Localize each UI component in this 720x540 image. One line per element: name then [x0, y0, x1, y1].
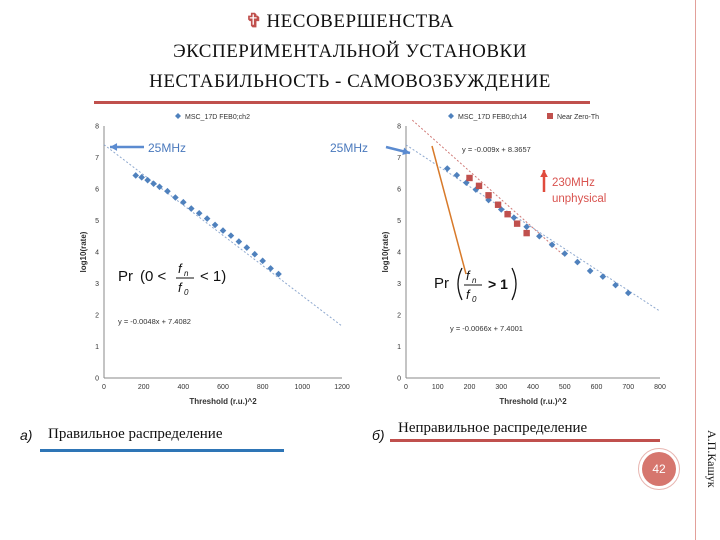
data-point-red	[514, 220, 520, 226]
data-point	[561, 250, 568, 257]
data-point	[251, 251, 258, 258]
x-tick-label: 1000	[294, 384, 311, 391]
data-point	[587, 268, 594, 275]
caption-b-underline	[390, 439, 660, 442]
y-axis-label: log10(rate)	[381, 231, 390, 273]
annotation-unphysical: unphysical	[552, 193, 607, 205]
legend-marker-red	[547, 113, 553, 119]
annotation-230mhz: 230MHz	[552, 177, 595, 189]
data-point	[172, 194, 179, 201]
y-tick-label: 0	[397, 375, 401, 383]
title-underline	[94, 101, 590, 104]
formula-paren-left	[458, 268, 462, 300]
title-line-3: НЕСТАБИЛЬНОСТЬ - САМОВОЗБУЖДЕНИЕ	[149, 71, 551, 92]
y-tick-label: 2	[95, 312, 99, 320]
data-point	[259, 258, 266, 265]
fit-equation: y = -0.0048x + 7.4082	[118, 317, 191, 326]
x-tick-label: 600	[217, 384, 229, 391]
legend-marker	[175, 113, 181, 119]
author-name: А.П.Кашук	[705, 430, 719, 488]
formula-num-sub: n	[184, 269, 189, 278]
y-tick-label: 2	[397, 312, 401, 320]
x-tick-label: 400	[527, 384, 539, 391]
y-tick-label: 6	[95, 186, 99, 194]
arrow-25mhz-a	[110, 143, 144, 151]
data-point	[511, 214, 518, 221]
y-tick-label: 1	[397, 344, 401, 351]
x-tick-label: 1200	[334, 384, 350, 391]
y-tick-label: 5	[95, 218, 99, 225]
x-tick-label: 800	[654, 384, 666, 391]
formula-close: < 1)	[200, 268, 227, 285]
x-tick-label: 0	[404, 384, 408, 391]
caption-b-letter: б)	[372, 427, 385, 443]
y-axis-label: log10(rate)	[79, 231, 88, 273]
data-point-red	[504, 211, 510, 217]
data-point	[132, 172, 139, 179]
x-axis-label: Threshold (r.u.)^2	[499, 397, 567, 406]
caption-a-underline	[40, 449, 284, 452]
formula-prefix: Pr	[118, 268, 133, 285]
fit-equation: y = -0.009x + 8.3657	[462, 145, 531, 154]
formula-den-sub: 0	[184, 288, 189, 297]
formula-num: f	[466, 268, 470, 283]
x-tick-label: 200	[463, 384, 476, 391]
x-tick-label: 600	[590, 384, 603, 391]
caption-a-letter: а)	[20, 427, 33, 443]
legend-label: MSC_17D FEB0;ch14	[458, 114, 527, 121]
caption-a: Правильное распределение	[48, 426, 223, 442]
data-point	[444, 165, 451, 172]
data-point	[454, 172, 461, 179]
data-point-red	[523, 230, 529, 236]
data-point	[267, 265, 274, 272]
x-tick-label: 300	[495, 384, 508, 391]
data-point	[220, 227, 227, 234]
data-point	[612, 282, 619, 289]
annotation-25mhz: 25MHz	[148, 141, 187, 155]
title-line-1	[0, 10, 700, 34]
pointer-line	[432, 146, 466, 274]
y-tick-label: 8	[397, 123, 401, 131]
formula-a	[118, 261, 226, 297]
title-text-1: НЕСОВЕРШЕНСТВА	[266, 11, 454, 32]
x-tick-label: 200	[137, 384, 150, 391]
data-point	[204, 215, 211, 222]
y-tick-label: 7	[95, 155, 99, 162]
x-axis-label: Threshold (r.u.)^2	[189, 397, 257, 406]
y-tick-label: 3	[397, 281, 401, 288]
arrow-230mhz	[540, 170, 548, 192]
legend-label: Near Zero-Th	[557, 114, 600, 121]
data-point	[228, 232, 235, 239]
formula-den: f	[178, 280, 182, 295]
formula-num: f	[178, 261, 182, 276]
y-tick-label: 0	[95, 375, 99, 383]
data-point-red	[495, 202, 501, 208]
y-tick-label: 3	[95, 281, 99, 288]
title-line-2: ЭКСПЕРИМЕНТАЛЬНОЙ УСТАНОВКИ	[173, 41, 527, 62]
x-tick-label: 0	[102, 384, 106, 391]
formula-open: (0 <	[140, 268, 167, 285]
formula-close: > 1	[488, 276, 508, 292]
data-point-red	[485, 192, 491, 198]
y-tick-label: 5	[397, 218, 401, 225]
y-tick-label: 4	[95, 249, 99, 257]
fit-equation: y = -0.0066x + 7.4001	[450, 324, 523, 333]
data-point	[144, 177, 151, 184]
data-point	[188, 205, 195, 212]
data-point	[574, 259, 581, 266]
y-tick-label: 4	[397, 249, 401, 257]
data-point	[625, 290, 632, 297]
formula-num-sub: n	[472, 276, 477, 285]
page-number: 42	[642, 452, 676, 486]
y-tick-label: 7	[397, 155, 401, 162]
data-point	[536, 233, 543, 240]
data-point	[180, 199, 187, 206]
data-point	[244, 244, 251, 251]
data-point-red	[476, 183, 482, 189]
x-tick-label: 400	[177, 384, 190, 391]
data-point	[236, 238, 243, 245]
legend-marker-blue	[448, 113, 454, 119]
y-tick-label: 6	[397, 186, 401, 194]
chart-a	[80, 108, 380, 428]
legend-label: MSC_17D FEB0;ch2	[185, 114, 250, 121]
x-tick-label: 700	[622, 384, 635, 391]
data-point	[600, 273, 607, 280]
cross-icon: ✞	[246, 11, 263, 32]
caption-b: Неправильное распределение	[398, 420, 588, 436]
right-border-line	[695, 0, 696, 540]
formula-b	[434, 268, 516, 304]
x-tick-label: 100	[431, 384, 444, 391]
data-point	[138, 174, 145, 181]
formula-den: f	[466, 287, 470, 302]
arrow-230mhz-head	[540, 170, 548, 177]
x-tick-label: 800	[256, 384, 269, 391]
x-tick-label: 500	[558, 384, 571, 391]
y-tick-label: 8	[95, 123, 99, 131]
formula-paren-right	[512, 268, 516, 300]
y-tick-label: 1	[95, 344, 99, 351]
data-point	[164, 188, 171, 195]
fit-line-a	[104, 145, 342, 326]
data-point-red	[466, 175, 472, 181]
data-point	[150, 180, 157, 187]
formula-den-sub: 0	[472, 295, 477, 304]
annotation-25mhz: 25MHz	[330, 141, 369, 155]
formula-prefix: Pr	[434, 275, 449, 292]
